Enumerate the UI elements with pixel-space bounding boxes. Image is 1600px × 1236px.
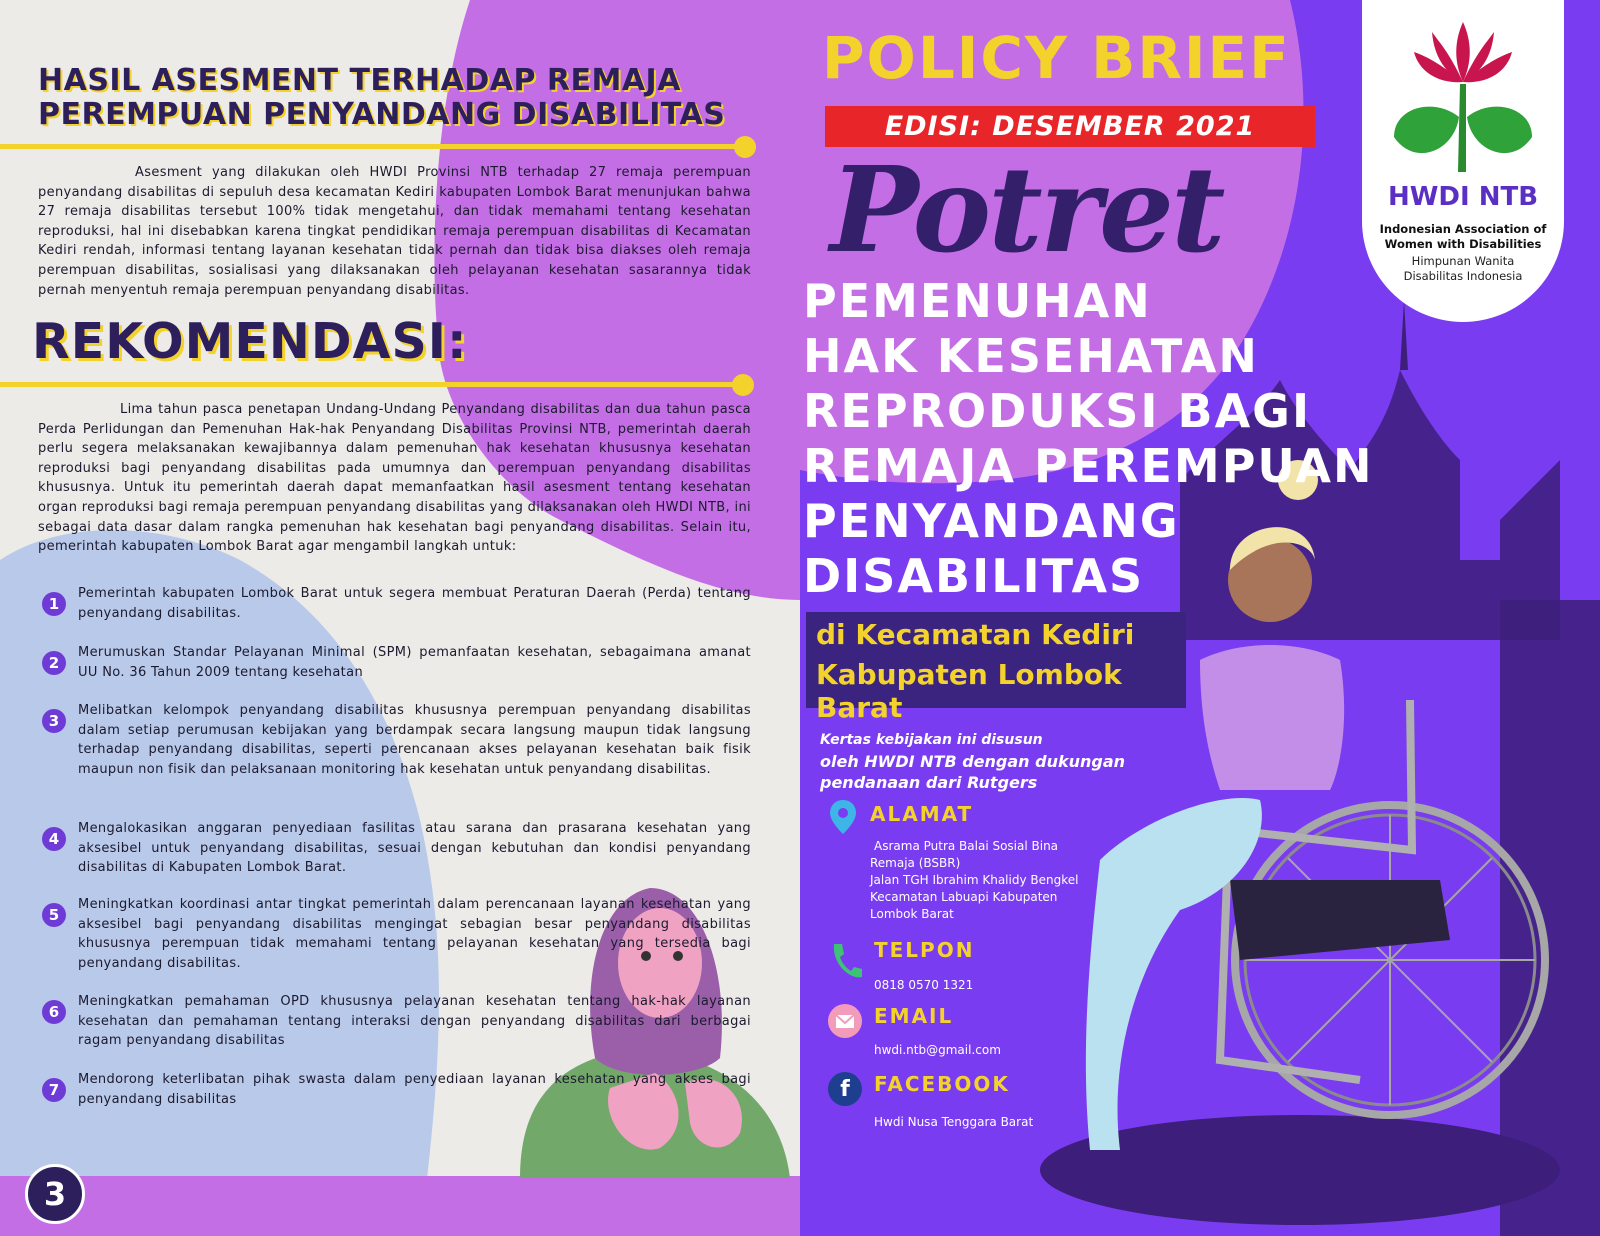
title-line-5: PENYANDANG — [803, 494, 1180, 548]
item-number-4: 4 — [42, 827, 66, 851]
blue-blob — [0, 530, 439, 1236]
recommendation-heading: REKOMENDASI: — [32, 313, 468, 370]
email-icon — [828, 1004, 862, 1038]
bottom-band — [0, 1176, 800, 1236]
facebook-icon: f — [828, 1072, 862, 1106]
policy-brief-title: POLICY BRIEF — [822, 24, 1291, 92]
facebook-name[interactable]: Hwdi Nusa Tenggara Barat — [874, 1115, 1034, 1129]
phone-icon — [830, 942, 862, 982]
logo-subtitle-id-line1: Himpunan Wanita — [1411, 254, 1515, 268]
assessment-heading-line2: PEREMPUAN PENYANDANG DISABILITAS — [38, 97, 726, 132]
logo-subtitle-line2: Women with Disabilities — [1384, 237, 1542, 251]
heading-underline — [0, 144, 735, 149]
assessment-heading — [38, 64, 758, 132]
recommendation-item-5: Meningkatkan koordinasi antar tingkat pemerintah dalam perencanaan layanan kesehatan yang aksesibel bagi penyandang disabilitas mengingat sebagian besar penyandang disabilitas khususnya perempuan tidak memahami tentang pelayanan kesehatan yang tersedia bagi penyandang disabilitas. — [78, 897, 751, 971]
item-number-3: 3 — [42, 709, 66, 733]
assessment-heading-line1: HASIL ASESMENT TERHADAP REMAJA — [38, 63, 681, 98]
recommendation-intro: Lima tahun pasca penetapan Undang-Undang Penyandang disabilitas dan dua tahun pasca Perda Perlidungan dan Pemenuhan Hak-hak Penyandang Disabilitas Provinsi NTB, pemerintah daerah perlu segera melaksanakan kewajibannya dalam pemenuhan hak kesehatan khususnya kesehatan reproduksi bagi penyandang disabilitas pada umumnya dan perempuan penyandang disabilitas khususnya. Untuk itu pemerintah daerah dapat memanfaatkan hasil asesment tentang kesehatan organ reproduksi bagi remaja perempuan penyandang disabilitas yang dilaksanakan oleh HWDI NTB, ini sebagai data dasar dalam rangka pemenuhan hak kesehatan bagi penyandang disabilitas. Selain itu, pemerintah kabupaten Lombok Barat agar mengambil langkah untuk: — [38, 402, 751, 555]
address-line-4: Kecamatan Labuapi Kabupaten — [870, 890, 1058, 904]
location-box — [806, 612, 1186, 724]
logo-subtitle-english — [1362, 222, 1564, 252]
main-title — [803, 274, 1403, 604]
script-title: Potret — [830, 140, 1223, 279]
woman-shirt — [1200, 645, 1344, 790]
logo-subtitle-id-line2: Disabilitas Indonesia — [1403, 269, 1523, 283]
location-line-1: di Kecamatan Kediri — [816, 618, 1135, 651]
right-page — [800, 0, 1600, 1236]
address-line-1: Asrama Putra Balai Sosial Bina — [874, 839, 1059, 853]
recommendation-item-4: Mengalokasikan anggaran penyediaan fasilitas atau sarana dan prasarana kesehatan yang aksesibel untuk penyandang disabilitas, sesuai dengan kebutuhan dan kondisi penyandang disabilitas di Kabupaten Lombok Barat. — [78, 821, 751, 876]
address-line-5: Lombok Barat — [870, 907, 954, 921]
location-line-2: Kabupaten Lombok Barat — [816, 658, 1122, 724]
title-line-2: HAK KESEHATAN — [803, 329, 1259, 383]
logo-subtitle-indonesian — [1362, 254, 1564, 284]
lotus-logo-icon — [1384, 12, 1542, 172]
credit-line-2: oleh HWDI NTB dengan dukungan — [820, 752, 1126, 771]
address-text — [870, 838, 1100, 923]
address-label: ALAMAT — [870, 802, 974, 826]
item-number-5: 5 — [42, 903, 66, 927]
recommendation-item-3: Melibatkan kelompok penyandang disabilitas khususnya perempuan penyandang disabilitas dalam setiap perumusan kebijakan yang berdampak secara langsung maupun tidak langsung terhadap penyandang disabilitas, seperti perencanaan akses pelayanan kesehatan baik fisik maupun non fisik dan pelaksanaan monitoring hak kesehatan untuk penyandang disabilitas. — [78, 703, 751, 777]
item-number-6: 6 — [42, 1000, 66, 1024]
recommendation-item-2: Merumuskan Standar Pelayanan Minimal (SPM) pemanfaatan kesehatan, sebagaimana amanat UU No. 36 Tahun 2009 tentang kesehatan — [78, 645, 751, 680]
phone-label: TELPON — [874, 938, 975, 962]
email-label: EMAIL — [874, 1004, 954, 1028]
recommendation-item-6: Meningkatkan pemahaman OPD khususnya pelayanan kesehatan tentang hak-hak layanan kesehatan dan pemahaman tentang interaksi dengan penyandang disabilitas dari berbagai ragam penyandang disabilitas — [78, 994, 751, 1049]
recommendation-item-7: Mendorong keterlibatan pihak swasta dalam penyediaan layanan kesehatan yang akses bagi penyandang disabilitas — [78, 1072, 751, 1107]
page-number-badge: 3 — [25, 1164, 85, 1224]
title-line-3: REPRODUKSI BAGI — [803, 384, 1312, 438]
logo-card — [1362, 0, 1564, 322]
item-number-1: 1 — [42, 592, 66, 616]
location-pin-icon — [830, 800, 856, 834]
wheelchair-seat — [1230, 880, 1450, 960]
item-number-7: 7 — [42, 1078, 66, 1102]
edition-banner: EDISI: DESEMBER 2021 — [825, 106, 1315, 147]
underline-dot — [734, 136, 756, 158]
title-line-6: DISABILITAS — [803, 549, 1145, 603]
logo-subtitle-line1: Indonesian Association of — [1379, 222, 1547, 236]
title-line-1: PEMENUHAN — [803, 274, 1152, 328]
phone-number: 0818 0570 1321 — [874, 978, 974, 992]
email-address[interactable]: hwdi.ntb@gmail.com — [874, 1043, 1001, 1057]
credit-line-1: Kertas kebijakan ini disusun — [820, 732, 1043, 748]
address-line-2: Remaja (BSBR) — [870, 856, 961, 870]
item-number-2: 2 — [42, 651, 66, 675]
assessment-paragraph: Asesment yang dilakukan oleh HWDI Provinsi NTB terhadap 27 remaja perempuan penyandang disabilitas di sepuluh desa kecamatan Kediri kabupaten Lombok Barat menunjukan bahwa 27 remaja disabilitas tersebut 100% tidak mengetahui, dan tidak memahami tentang kesehatan reproduksi, hal ini disebabkan karena tingkat pendidikan remaja perempuan disabilitas di Kecamatan Kediri rendah, informasi tentang layanan kesehatan tidak pernah dan tidak bisa diakses oleh remaja perempuan disabilitas, sosialisasi yang dilaksanakan oleh pelayanan kesehatan sasarannya tidak pernah menyentuh remaja perempuan penyandang disabilitas. — [38, 165, 751, 298]
recommendation-dot — [732, 374, 754, 396]
credit-text — [820, 730, 1125, 793]
logo-name: HWDI NTB — [1387, 182, 1539, 212]
title-line-4: REMAJA PEREMPUAN — [803, 439, 1374, 493]
address-line-3: Jalan TGH Ibrahim Khalidy Bengkel — [870, 873, 1079, 887]
facebook-label: FACEBOOK — [874, 1072, 1010, 1096]
recommendation-underline — [0, 382, 742, 387]
recommendation-item-1: Pemerintah kabupaten Lombok Barat untuk segera membuat Peraturan Daerah (Perda) tentang penyandang disabilitas. — [78, 586, 751, 621]
credit-line-3: pendanaan dari Rutgers — [820, 773, 1038, 792]
